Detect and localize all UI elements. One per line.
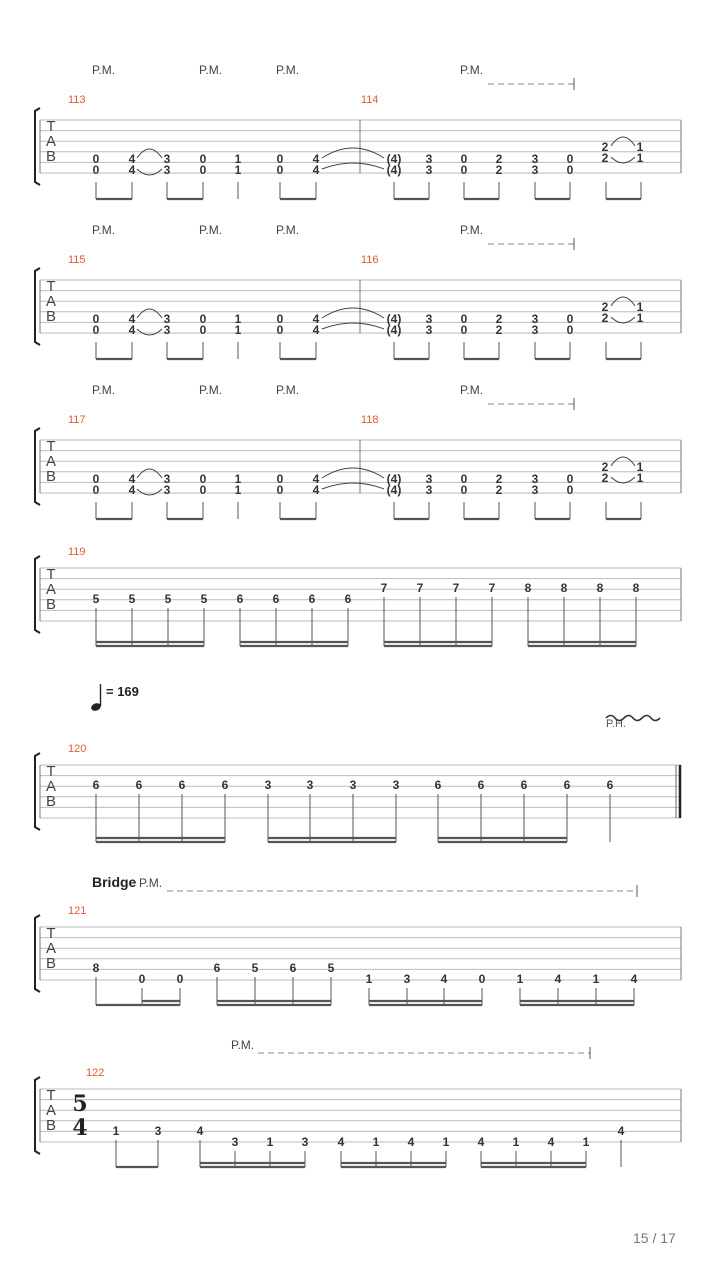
fret-number: 5 xyxy=(128,592,136,606)
system-bracket xyxy=(35,428,40,505)
fret-number: 3 xyxy=(425,152,433,166)
fret-number: 3 xyxy=(301,1135,309,1149)
fret-number: 6 xyxy=(606,778,614,792)
fret-number: 1 xyxy=(516,972,524,986)
fret-number: 0 xyxy=(276,152,284,166)
fret-number: 3 xyxy=(163,323,171,337)
measure-number: 117 xyxy=(68,414,86,426)
fret-number: 1 xyxy=(234,483,242,497)
tab-label-b: B xyxy=(45,793,57,810)
section-title: Bridge xyxy=(92,874,137,890)
fret-number: (4) xyxy=(386,483,402,497)
fret-number: 3 xyxy=(154,1124,162,1138)
fret-number: 3 xyxy=(403,972,411,986)
fret-number: 3 xyxy=(306,778,314,792)
fret-number: 4 xyxy=(128,472,136,486)
fret-number: (4) xyxy=(386,163,402,177)
fret-number: 0 xyxy=(199,483,207,497)
fret-number: 6 xyxy=(344,592,352,606)
system-bracket xyxy=(35,915,40,992)
fret-number: 5 xyxy=(92,592,100,606)
fret-number: 5 xyxy=(200,592,208,606)
fret-number: 3 xyxy=(531,323,539,337)
fret-number: 4 xyxy=(312,312,320,326)
fret-number: 0 xyxy=(199,312,207,326)
fret-number: 6 xyxy=(213,961,221,975)
palm-mute-label: P.M. xyxy=(231,1038,255,1052)
fret-number: 6 xyxy=(135,778,143,792)
measure-number: 122 xyxy=(86,1067,105,1079)
fret-number: 3 xyxy=(425,472,433,486)
tie-slur xyxy=(322,483,384,489)
fret-number: 4 xyxy=(477,1135,485,1149)
fret-number: 4 xyxy=(547,1135,555,1149)
tab-label-a: A xyxy=(45,581,57,598)
tab-label-a: A xyxy=(45,453,57,470)
fret-number: 6 xyxy=(289,961,297,975)
fret-number: 6 xyxy=(563,778,571,792)
fret-number: 0 xyxy=(566,483,574,497)
tab-label-b: B xyxy=(45,955,57,972)
tab-label-b: B xyxy=(45,468,57,485)
tab-label-t: T xyxy=(46,118,56,135)
fret-number: 5 xyxy=(251,961,259,975)
fret-number: 4 xyxy=(128,152,136,166)
fret-number: 3 xyxy=(163,312,171,326)
fret-number: 8 xyxy=(596,581,604,595)
fret-number: 0 xyxy=(566,163,574,177)
tie-slur xyxy=(322,308,384,318)
fret-number: 4 xyxy=(312,152,320,166)
fret-number: 7 xyxy=(380,581,388,595)
fret-number: 0 xyxy=(276,163,284,177)
fret-number: 0 xyxy=(566,472,574,486)
fret-number: 1 xyxy=(266,1135,274,1149)
tab-label-a: A xyxy=(45,940,57,957)
fret-number: 1 xyxy=(365,972,373,986)
fret-number: 7 xyxy=(488,581,496,595)
fret-number: 2 xyxy=(495,472,503,486)
fret-number: 3 xyxy=(349,778,357,792)
fret-number: 0 xyxy=(566,323,574,337)
fret-number: 0 xyxy=(460,323,468,337)
fret-number: 1 xyxy=(442,1135,450,1149)
measure-number: 118 xyxy=(361,414,379,426)
fret-number: 3 xyxy=(163,483,171,497)
fret-number: 0 xyxy=(199,323,207,337)
tie-slur xyxy=(322,468,384,478)
system-bracket xyxy=(35,753,40,830)
fret-number: 6 xyxy=(178,778,186,792)
palm-mute-label: P.M. xyxy=(92,63,116,77)
measure-number: 113 xyxy=(68,94,86,106)
tie-slur xyxy=(322,323,384,329)
fret-number: 1 xyxy=(636,471,644,485)
fret-number: 0 xyxy=(199,163,207,177)
fret-number: 6 xyxy=(520,778,528,792)
tab-label-t: T xyxy=(46,278,56,295)
fret-number: 0 xyxy=(460,163,468,177)
fret-number: 1 xyxy=(636,460,644,474)
fret-number: 4 xyxy=(128,163,136,177)
fret-number: 0 xyxy=(92,312,100,326)
fret-number: 0 xyxy=(276,312,284,326)
tie-slur xyxy=(137,169,162,175)
fret-number: 2 xyxy=(601,151,609,165)
fret-number: 6 xyxy=(221,778,229,792)
measure-number: 114 xyxy=(361,94,379,106)
fret-number: 1 xyxy=(372,1135,380,1149)
time-signature-bottom: 4 xyxy=(72,1115,88,1141)
pinch-harmonic-label: P.H. xyxy=(606,718,626,730)
fret-number: 4 xyxy=(312,483,320,497)
measure-number: 121 xyxy=(68,905,87,917)
fret-number: 4 xyxy=(312,472,320,486)
fret-number: 2 xyxy=(495,152,503,166)
fret-number: 0 xyxy=(566,152,574,166)
fret-number: 3 xyxy=(231,1135,239,1149)
palm-mute-label: P.M. xyxy=(199,383,223,397)
fret-number: 0 xyxy=(276,323,284,337)
fret-number: 3 xyxy=(163,163,171,177)
fret-number: 1 xyxy=(234,472,242,486)
fret-number: 0 xyxy=(138,972,146,986)
fret-number: 3 xyxy=(264,778,272,792)
fret-number: 0 xyxy=(199,152,207,166)
palm-mute-label: P.M. xyxy=(276,63,300,77)
fret-number: 3 xyxy=(531,312,539,326)
fret-number: (4) xyxy=(386,323,402,337)
fret-number: 4 xyxy=(312,323,320,337)
time-signature-top: 5 xyxy=(72,1091,88,1117)
fret-number: 5 xyxy=(164,592,172,606)
fret-number: 6 xyxy=(477,778,485,792)
fret-number: 0 xyxy=(460,483,468,497)
fret-number: 2 xyxy=(495,312,503,326)
tie-slur xyxy=(137,309,162,318)
tab-label-b: B xyxy=(45,148,57,165)
fret-number: 0 xyxy=(276,483,284,497)
fret-number: 6 xyxy=(272,592,280,606)
fret-number: 2 xyxy=(601,471,609,485)
palm-mute-label: P.M. xyxy=(139,876,163,890)
palm-mute-label: P.M. xyxy=(199,223,223,237)
measure-number: 120 xyxy=(68,743,87,755)
tab-label-t: T xyxy=(46,566,56,583)
fret-number: 7 xyxy=(452,581,460,595)
fret-number: 3 xyxy=(163,472,171,486)
palm-mute-label: P.M. xyxy=(460,383,484,397)
fret-number: 1 xyxy=(582,1135,590,1149)
system-bracket xyxy=(35,108,40,185)
fret-number: 4 xyxy=(312,163,320,177)
fret-number: 0 xyxy=(276,472,284,486)
fret-number: 0 xyxy=(92,163,100,177)
tab-label-t: T xyxy=(46,763,56,780)
fret-number: 3 xyxy=(425,312,433,326)
fret-number: 0 xyxy=(460,152,468,166)
fret-number: 0 xyxy=(92,472,100,486)
tempo-bpm: = 169 xyxy=(106,684,139,699)
fret-number: 3 xyxy=(425,163,433,177)
fret-number: 3 xyxy=(531,163,539,177)
fret-number: 4 xyxy=(440,972,448,986)
palm-mute-label: P.M. xyxy=(276,383,300,397)
fret-number: 1 xyxy=(636,300,644,314)
measure-number: 119 xyxy=(68,546,86,558)
fret-number: 3 xyxy=(425,483,433,497)
tie-slur xyxy=(137,489,162,495)
fret-number: 4 xyxy=(407,1135,415,1149)
fret-number: 1 xyxy=(112,1124,120,1138)
fret-number: 1 xyxy=(234,163,242,177)
fret-number: 1 xyxy=(234,323,242,337)
tab-label-t: T xyxy=(46,438,56,455)
fret-number: 3 xyxy=(425,323,433,337)
system-bracket xyxy=(35,556,40,633)
fret-number: 7 xyxy=(416,581,424,595)
fret-number: 3 xyxy=(531,472,539,486)
fret-number: 0 xyxy=(92,152,100,166)
fret-number: 0 xyxy=(92,323,100,337)
tab-label-a: A xyxy=(45,293,57,310)
palm-mute-label: P.M. xyxy=(276,223,300,237)
fret-number: (4) xyxy=(386,312,402,326)
system-bracket xyxy=(35,268,40,345)
fret-number: 2 xyxy=(601,300,609,314)
fret-number: 6 xyxy=(434,778,442,792)
tab-label-t: T xyxy=(46,925,56,942)
fret-number: 8 xyxy=(560,581,568,595)
fret-number: 1 xyxy=(512,1135,520,1149)
fret-number: 1 xyxy=(234,152,242,166)
fret-number: 2 xyxy=(601,460,609,474)
fret-number: 3 xyxy=(392,778,400,792)
tab-label-b: B xyxy=(45,596,57,613)
fret-number: 4 xyxy=(196,1124,204,1138)
fret-number: 8 xyxy=(632,581,640,595)
fret-number: 4 xyxy=(128,312,136,326)
fret-number: 3 xyxy=(531,483,539,497)
tab-label-t: T xyxy=(46,1087,56,1104)
fret-number: 0 xyxy=(478,972,486,986)
fret-number: 6 xyxy=(236,592,244,606)
fret-number: 4 xyxy=(554,972,562,986)
tab-label-b: B xyxy=(45,308,57,325)
fret-number: 0 xyxy=(176,972,184,986)
fret-number: 6 xyxy=(308,592,316,606)
fret-number: 2 xyxy=(495,163,503,177)
fret-number: 3 xyxy=(163,152,171,166)
fret-number: 1 xyxy=(636,140,644,154)
fret-number: 6 xyxy=(92,778,100,792)
tie-slur xyxy=(322,148,384,158)
measure-number: 116 xyxy=(361,254,379,266)
fret-number: 0 xyxy=(460,472,468,486)
fret-number: (4) xyxy=(386,472,402,486)
fret-number: 5 xyxy=(327,961,335,975)
tab-label-a: A xyxy=(45,133,57,150)
page-number: 15 / 17 xyxy=(633,1230,676,1246)
fret-number: 1 xyxy=(636,151,644,165)
fret-number: 4 xyxy=(630,972,638,986)
fret-number: 4 xyxy=(128,483,136,497)
fret-number: 2 xyxy=(495,323,503,337)
fret-number: (4) xyxy=(386,152,402,166)
fret-number: 4 xyxy=(128,323,136,337)
fret-number: 8 xyxy=(92,961,100,975)
fret-number: 0 xyxy=(460,312,468,326)
fret-number: 4 xyxy=(337,1135,345,1149)
fret-number: 0 xyxy=(566,312,574,326)
fret-number: 2 xyxy=(601,311,609,325)
fret-number: 2 xyxy=(601,140,609,154)
fret-number: 1 xyxy=(234,312,242,326)
palm-mute-label: P.M. xyxy=(460,63,484,77)
fret-number: 8 xyxy=(524,581,532,595)
palm-mute-label: P.M. xyxy=(92,383,116,397)
tab-label-a: A xyxy=(45,778,57,795)
tab-label-a: A xyxy=(45,1102,57,1119)
tie-slur xyxy=(137,149,162,158)
palm-mute-label: P.M. xyxy=(460,223,484,237)
tab-label-b: B xyxy=(45,1117,57,1134)
tie-slur xyxy=(137,329,162,335)
measure-number: 115 xyxy=(68,254,86,266)
fret-number: 4 xyxy=(617,1124,625,1138)
fret-number: 0 xyxy=(92,483,100,497)
fret-number: 3 xyxy=(531,152,539,166)
tie-slur xyxy=(322,163,384,169)
fret-number: 1 xyxy=(592,972,600,986)
fret-number: 0 xyxy=(199,472,207,486)
palm-mute-label: P.M. xyxy=(199,63,223,77)
system-bracket xyxy=(35,1077,40,1154)
fret-number: 1 xyxy=(636,311,644,325)
tie-slur xyxy=(137,469,162,478)
palm-mute-label: P.M. xyxy=(92,223,116,237)
fret-number: 2 xyxy=(495,483,503,497)
